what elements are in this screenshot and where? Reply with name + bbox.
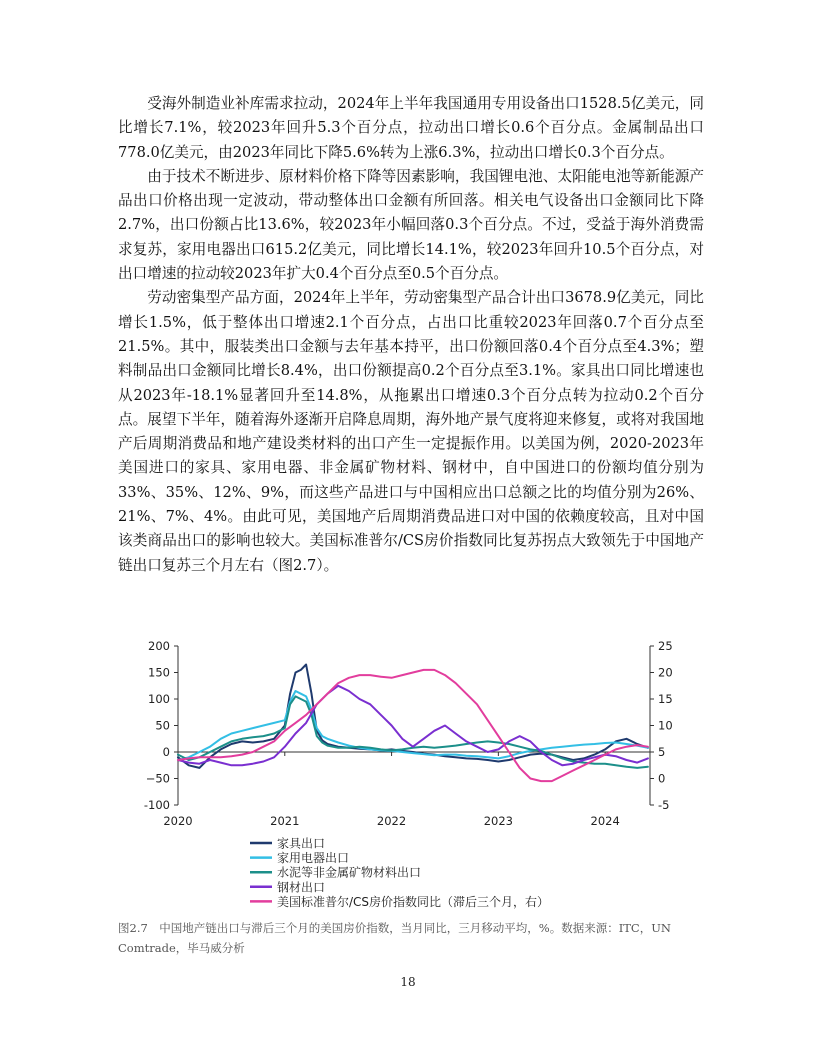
legend-label: 水泥等非金属矿物材料出口 [277, 865, 422, 880]
x-tick-label: 2023 [483, 814, 514, 828]
x-tick-label: 2024 [590, 814, 620, 828]
y-right-tick-label: 20 [658, 665, 673, 680]
y-left-tick-label: 100 [148, 692, 170, 706]
series-line [178, 696, 648, 768]
y-right-tick-label: 5 [658, 745, 666, 759]
paragraph: 劳动密集型产品方面，2024年上半年，劳动密集型产品合计出口3678.9亿美元，同比增长1.5%，低于整体出口增速2.1个百分点，占出口比重较2023年回落0.7个百分点至21.5%。其中，服装类出口金额与去年基本持平，出口份额回落0.4个百分点至4.3%；塑料制品出口金额同比增长8.4%，出口份额提高0.2个百分点至3.1%。家具出口同比增速也从2023年-18.1%显著回升至14.8%，从拖累出口增速0.3个百分点转为拉动0.2个百分点。展望下半年，随着海外逐渐开启降息周期，海外地产景气度将迎来修复，或将对我国地产后周期消费品和地产建设类材料的出口产生一定提振作用。以美国为例，2020-2023年美国进口的家具、家用电器、非金属矿物材料、钢材中，自中国进口的份额均值分别为33%、35%、12%、9%，而这些产品进口与中国相应出口总额之比的均值分别为26%、21%、7%、4%。由此可见，美国地产后周期消费品进口对中国的依赖度较高，且对中国该类商品出口的影响也较大。美国标准普尔/CS房价指数同比复苏拐点大致领先于中国地产链出口复苏三个月左右（图2.7）。 [118, 289, 704, 574]
y-left-tick-label: 0 [162, 745, 170, 759]
x-tick-label: 2022 [376, 814, 407, 828]
y-left-tick-label: 50 [155, 718, 170, 733]
y-left-tick-label: -100 [143, 798, 170, 812]
legend-label: 美国标准普尔/CS房价指数同比（滞后三个月，右） [277, 894, 550, 909]
y-right-tick-label: 0 [658, 771, 666, 786]
legend-label: 家具出口 [277, 836, 326, 851]
paragraph: 由于技术不断进步、原材料价格下降等因素影响，我国锂电池、太阳能电池等新能源产品出口价格出现一定波动，带动整体出口金额有所回落。相关电气设备出口金额同比下降2.7%，出口份额占比13.6%，较2023年小幅回落0.3个百分点。不过，受益于海外消费需求复苏，家用电器出口615.2亿美元，同比增长14.1%，较2023年回升10.5个百分点，对出口增速的拉动较2023年扩大0.4个百分点至0.5个百分点。 [118, 167, 704, 283]
legend-label: 家用电器出口 [277, 851, 350, 866]
figure-caption: 图2.7 中国地产链出口与滞后三个月的美国房价指数，当月同比，三月移动平均，%。数据来源：ITC，UN Comtrade，毕马威分析 [118, 921, 671, 955]
legend-label: 钢材出口 [277, 880, 326, 895]
y-right-tick-label: 15 [658, 692, 673, 706]
y-right-tick-label: -5 [658, 798, 670, 812]
paragraph: 受海外制造业补库需求拉动，2024年上半年我国通用专用设备出口1528.5亿美元，同比增长7.1%，较2023年回升5.3个百分点，拉动出口增长0.6个百分点。金属制品出口778.0亿美元，由2023年同比下降5.6%转为上涨6.3%，拉动出口增长0.3个百分点。 [118, 95, 704, 161]
y-right-tick-label: 25 [658, 639, 673, 653]
y-left-tick-label: 200 [148, 639, 170, 653]
y-left-tick-label: 150 [148, 665, 170, 680]
x-tick-label: 2021 [270, 814, 300, 828]
y-right-tick-label: 10 [658, 718, 673, 733]
series-line [178, 691, 648, 760]
y-left-tick-label: −50 [145, 771, 170, 786]
page-number: 18 [400, 975, 416, 989]
x-tick-label: 2020 [163, 814, 193, 828]
